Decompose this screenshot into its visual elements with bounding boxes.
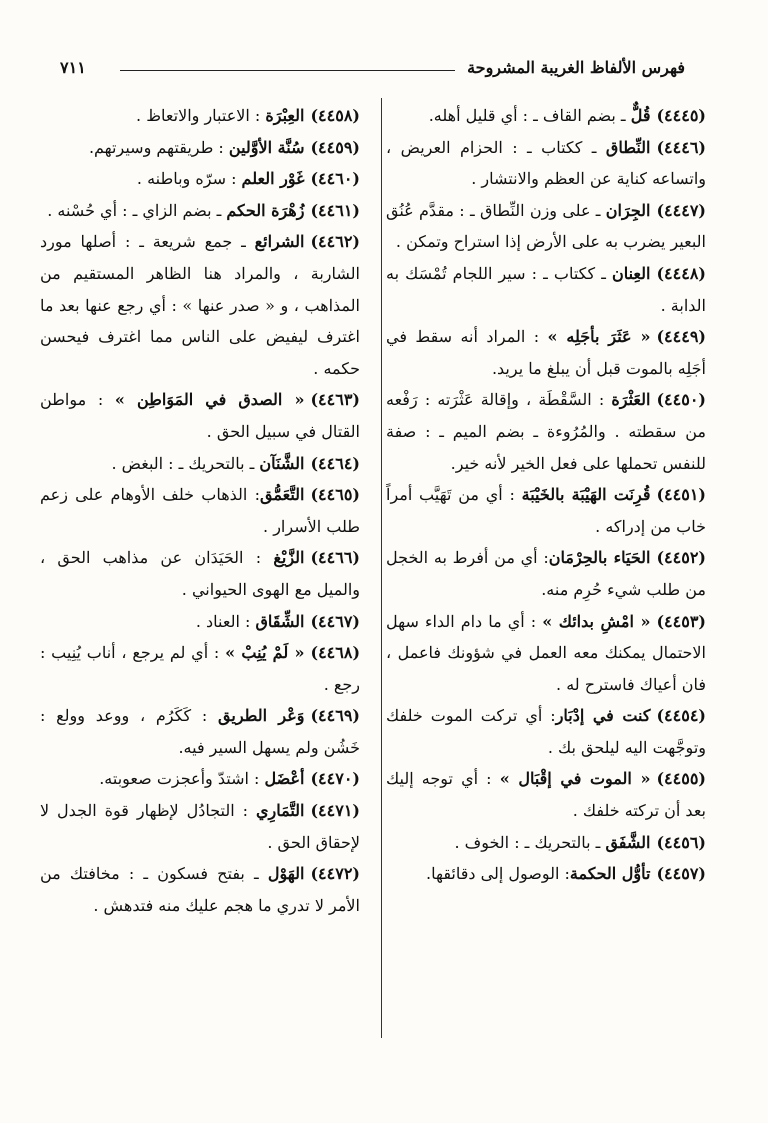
entry-number: (٤٤٦٩) [310, 706, 360, 726]
entry-number: (٤٤٥٥) [656, 769, 706, 789]
entry-definition: : الذهاب خلف الأوهام على زعم طلب الأسرار . [40, 485, 360, 536]
entry-headword: الجِرَان [605, 200, 651, 220]
glossary-entry [40, 795, 360, 858]
entry-number: (٤٤٦٥) [310, 485, 360, 505]
entry-definition: : السَّقْطَة ، وإقالة عَثْرَته : رَفْعه من سقطته . والمُرُوءة ـ بضم الميم ـ : صفة للنفس تحملها على فعل الخير لأنه خير. [386, 390, 706, 473]
entry-definition: : العناد . [195, 611, 256, 631]
entry-headword: الحَيَاء بالحِرْمَان [548, 548, 651, 568]
column-divider [381, 98, 382, 1038]
glossary-entry [386, 384, 706, 479]
glossary-entry [386, 858, 706, 890]
entry-headword: التَّعَمُّق [260, 485, 305, 505]
glossary-entry [40, 226, 360, 384]
running-title: فهرس الألفاظ الغريبة المشروحة [467, 58, 685, 77]
entry-definition: : مواطن القتال في سبيل الحق . [40, 390, 360, 441]
entry-number: (٤٤٦٧) [310, 611, 360, 631]
entry-definition: : أي توجه إليك بعد أن تركته خلفك . [386, 769, 706, 821]
entry-headword: أعْضَل [264, 769, 305, 789]
glossary-entry [40, 163, 360, 195]
entry-number: (٤٤٦٨) [310, 643, 361, 663]
header-rule [120, 70, 455, 71]
entry-number: (٤٤٤٩) [656, 327, 706, 347]
page-header [60, 58, 685, 84]
entry-number: (٤٤٧٠) [310, 769, 360, 789]
entry-definition: : سرّه وباطنه . [136, 169, 242, 189]
entry-number: (٤٤٥٤) [656, 706, 706, 726]
entry-number: (٤٤٤٧) [656, 200, 706, 220]
entry-definition: ـ بفتح فسكون ـ : مخافتك من الأمر لا تدري ما هجم عليك منه فتدهش . [40, 864, 360, 915]
glossary-entry [40, 479, 360, 542]
glossary-entry [386, 827, 706, 859]
entry-headword: « لَمْ يُنِبْ » [225, 643, 305, 663]
glossary-entry [386, 542, 706, 605]
glossary-entry [40, 700, 360, 763]
entry-headword: « امْشِ بدائك » [542, 611, 651, 631]
entry-headword: تأوُّل الحكمة [569, 864, 651, 884]
entry-headword: سُنَّة الأوَّلين [228, 137, 305, 157]
entry-number: (٤٤٥٣) [656, 611, 706, 631]
entry-headword: الشَّنَآن [259, 453, 305, 473]
entry-number: (٤٤٥٧) [656, 864, 706, 884]
entry-definition: ـ بضم القاف ـ : أي قليل أهله. [428, 106, 631, 125]
entry-headword: الزَّيْغ [273, 548, 305, 568]
glossary-entry [386, 132, 706, 195]
glossary-entry [40, 132, 360, 164]
entry-headword: الشَّفَق [605, 832, 651, 852]
entry-definition: : طريقتهم وسيرتهم. [88, 137, 229, 157]
left-column [40, 100, 360, 921]
entry-headword: « عَثَرَ بأجَلِه » [547, 327, 651, 347]
glossary-entry [386, 258, 706, 321]
entry-definition: : الاعتبار والاتعاظ . [136, 106, 266, 125]
entry-definition: ـ بالتحريك ـ : الخوف . [454, 832, 606, 852]
entry-headword: غَوْر العلم [241, 169, 305, 189]
entry-number: (٤٤٧١) [310, 801, 360, 821]
entry-definition: : أي تركت الموت خلفك وتوجَّهت اليه ليلحق بك . [386, 706, 706, 757]
glossary-entry [40, 100, 360, 132]
entry-definition: : الحَيَدَان عن مذاهب الحق ، والميل مع الهوى الحيواني . [40, 548, 360, 599]
entry-number: (٤٤٤٨) [656, 263, 706, 283]
entry-number: (٤٤٥٦) [656, 832, 706, 852]
entry-number: (٤٤٦٢) [310, 232, 360, 252]
entry-definition: ـ بضم الزاي ـ : أي حُسْنه . [47, 200, 227, 220]
entry-headword: « الموت في إقْبَال » [499, 769, 651, 789]
entry-headword: وَعْر الطريق [218, 706, 305, 726]
entry-headword: التَّمَارِي [255, 801, 305, 821]
entry-definition: : اشتدّ وأعجزت صعوبته. [99, 769, 265, 789]
entry-definition: : أي ما دام الداء سهل الاحتمال يمكنك معه العمل في شؤونك فاعمل ، فان أعياك فاسترح له . [386, 611, 706, 694]
glossary-entry [40, 448, 360, 480]
entry-number: (٤٤٥٨) [310, 106, 360, 125]
glossary-entry [386, 763, 706, 826]
entry-definition: : أي لم يرجع ، أناب يُنِيب : رجع . [40, 643, 360, 694]
glossary-entry [40, 606, 360, 638]
entry-number: (٤٤٦٣) [310, 390, 360, 410]
entry-definition: ـ جمع شريعة ـ : أصلها مورد الشاربة ، والمراد هنا الظاهر المستقيم من المذاهب ، و « صدر عنها » : أي رجع عنها بعد ما اغترف ليفيض على الناس مما اغترف فيحسن حكمه . [40, 232, 360, 378]
entry-number: (٤٤٧٢) [310, 864, 360, 884]
glossary-entry [386, 479, 706, 542]
entry-definition: : المراد أنه سقط في أجَلِه بالموت قبل أن يبلغ ما يريد. [386, 327, 706, 378]
glossary-entry [40, 384, 360, 447]
glossary-entry [40, 858, 360, 921]
glossary-entry [386, 700, 706, 763]
entry-headword: قُلٌّ [630, 106, 651, 125]
entry-headword: العِنان [611, 263, 651, 283]
entry-definition: : الوصول إلى دقائقها. [426, 864, 570, 884]
glossary-entry [386, 321, 706, 384]
glossary-entry [386, 100, 706, 132]
entry-headword: العَثْرَة [611, 390, 651, 410]
entry-headword: الشرائع [254, 232, 305, 252]
entry-headword: العِبْرَة [265, 106, 305, 125]
glossary-entry [40, 763, 360, 795]
glossary-entry [40, 637, 360, 700]
entry-number: (٤٤٤٦) [656, 137, 706, 157]
entry-number: (٤٤٤٥) [656, 106, 706, 125]
entry-number: (٤٤٦٦) [310, 548, 360, 568]
entry-definition: : أي من أفرط به الخجل من طلب شيء حُرِم منه. [386, 548, 706, 599]
entry-headword: الشِّقَاق [255, 611, 305, 631]
entry-headword: « الصدق في المَوَاطِن » [114, 390, 305, 410]
glossary-entry [40, 542, 360, 605]
glossary-entry [40, 195, 360, 227]
entry-definition: ـ بالتحريك ـ : البغض . [111, 453, 260, 473]
entry-definition: : أي من تَهَيَّب أمراً خاب من إدراكه . [386, 485, 706, 536]
entry-headword: زُهْرَة الحكم [226, 200, 305, 220]
entry-number: (٤٤٥١) [656, 485, 706, 505]
entry-definition: ـ على وزن النِّطاق ـ : مقدَّم عُنُق البعير يضرب به على الأرض إذا استراح وتمكن . [386, 200, 706, 252]
entry-definition: : التجادُل لإظهار قوة الجدل لا لإحقاق الحق . [40, 801, 360, 852]
right-column [386, 100, 706, 890]
entry-number: (٤٤٦٠) [310, 169, 360, 189]
entry-definition: ـ ككتاب ـ : سير اللجام تُمْسَك به الدابة . [386, 263, 706, 315]
entry-number: (٤٤٦١) [310, 200, 360, 220]
glossary-entry [386, 606, 706, 701]
entry-number: (٤٤٥٠) [656, 390, 706, 410]
entry-definition: ـ ككتاب ـ : الحزام العريض ، واتساعه كناية عن العظم والانتشار . [386, 137, 706, 189]
entry-headword: قُرِنَت الهَيْبَة بالخَيْبَة [521, 485, 651, 505]
page-number: ٧١١ [60, 58, 86, 77]
entry-headword: الهَوْل [267, 864, 305, 884]
entry-number: (٤٤٥٢) [656, 548, 706, 568]
entry-headword: كنت في إدْبَار [555, 706, 651, 726]
entry-definition: : كَكَرُم ، ووعد وولع : خَشُن ولم يسهل السير فيه. [40, 706, 360, 757]
glossary-entry [386, 195, 706, 258]
entry-number: (٤٤٥٩) [310, 137, 360, 157]
entry-headword: النِّطاق [605, 137, 651, 157]
entry-number: (٤٤٦٤) [310, 453, 360, 473]
